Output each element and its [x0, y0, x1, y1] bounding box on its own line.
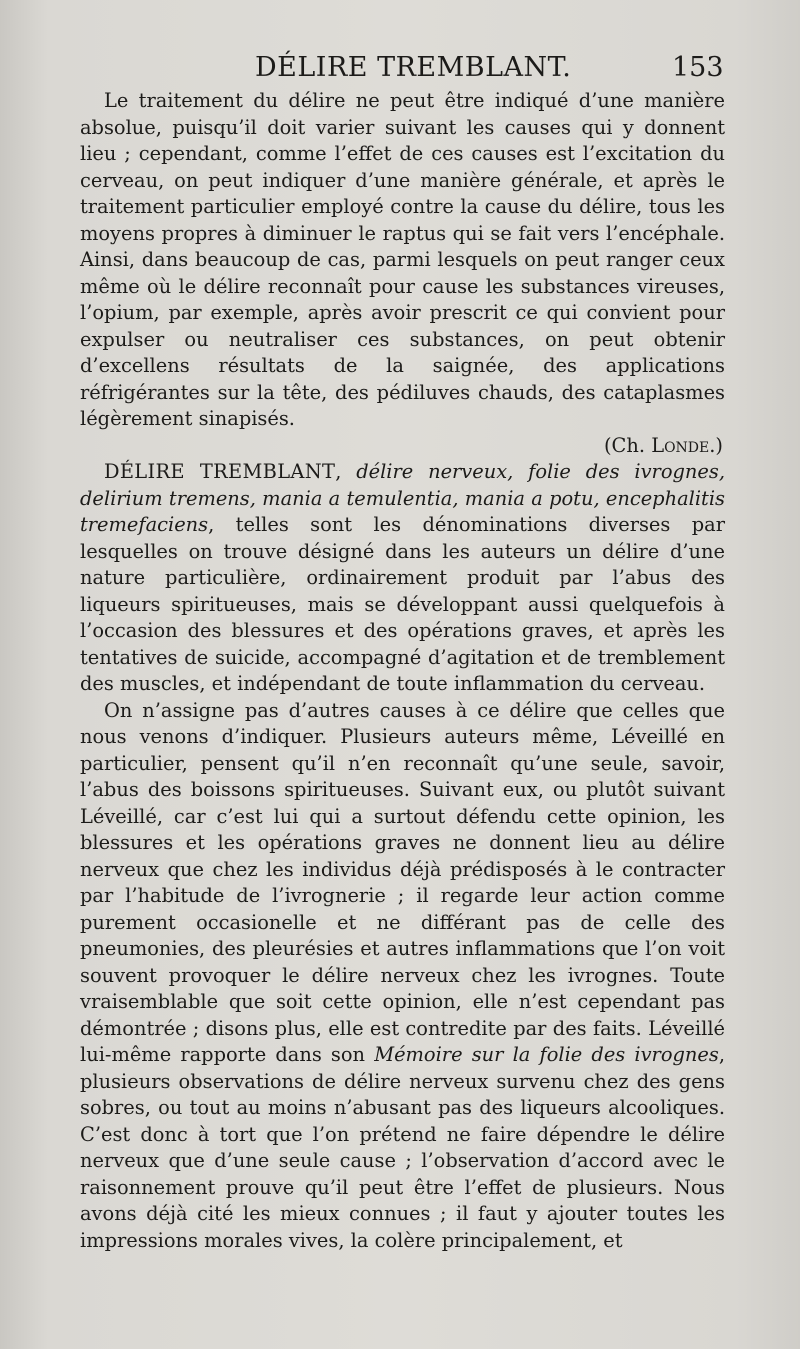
entry-paragraph [80, 459, 725, 698]
page-number: 153 [672, 52, 724, 83]
signature-name: Londe [651, 433, 710, 457]
entry-headword: DÉLIRE TREMBLANT [104, 460, 336, 483]
work-title: Mémoire sur la folie des ivrognes [374, 1043, 719, 1066]
entry-synonyms: délire nerveux, folie des ivrognes, delirium tremens, mania a temulentia, mania a potu, encephalitis tremefaciens [80, 460, 725, 536]
paragraph-causes [80, 698, 725, 1255]
author-signature [80, 433, 725, 460]
signature-prefix: (Ch. [603, 433, 652, 457]
running-head [0, 48, 800, 88]
entry-definition: , telles sont les dénominations diverses par lesquelles on trouve désigné dans les auteurs un délire d’une nature particulière, ordinairement produit par l’abus des liqueurs spiritueuses, mais se développant aussi quelquefois à l’occasion des blessures et des opérations graves, et après les tentatives de suicide, accompagné d’agitation et de tremblement des muscles, et indépendant de toute inflammation du cerveau. [80, 513, 725, 695]
running-head-title: DÉLIRE TREMBLANT. [255, 52, 572, 83]
causes-text-part2: , plusieurs observations de délire nerveux survenu chez des gens sobres, ou tout au moins n’abusant pas des liqueurs alcooliques. C’est donc à tort que l’on prétend ne faire dépendre le délire nerveux que d’une seule cause ; l’observation d’accord avec le raisonnement prouve qu’il peut être l’effet de plusieurs. Nous avons déjà cité les mieux connues ; il faut y ajouter toutes les impressions morales vives, la colère principalement, et [80, 1043, 726, 1252]
text-block [80, 88, 725, 1254]
paragraph-treatment: Le traitement du délire ne peut être indiqué d’une manière absolue, puisqu’il doit varier suivant les causes qui y donnent lieu ; cependant, comme l’effet de ces causes est l’excitation du cerveau, on peut indiquer d’une manière générale, et après le traitement particulier employé contre la cause du délire, tous les moyens propres à diminuer le raptus qui se fait vers l’encéphale. Ainsi, dans beaucoup de cas, parmi lesquels on peut ranger ceux même où le délire reconnaît pour cause les substances vireuses, l’opium, par exemple, après avoir prescrit ce qui convient pour expulser ou neutraliser ces substances, on peut obtenir d’excellens résultats de la saignée, des applications réfrigérantes sur la tête, des pédiluves chauds, des cataplasmes légèrement sinapisés. [80, 89, 725, 430]
signature-suffix: .) [709, 433, 723, 457]
causes-text-part1: On n’assigne pas d’autres causes à ce délire que celles que nous venons d’indiquer. Plusieurs auteurs même, Léveillé en particulier, pensent qu’il n’en reconnaît qu’une seule, savoir, l’abus des boissons spiritueuses. Suivant eux, ou plutôt suivant Léveillé, car c’est lui qui a surtout défendu cette opinion, les blessures et les opérations graves ne donnent lieu au délire nerveux que chez les individus déjà prédisposés à le contracter par l’habitude de l’ivrognerie ; il regarde leur action comme purement occasionelle et ne différant pas de celle des pneumonies, des pleurésies et autres inflammations que l’on voit souvent provoquer le délire nerveux chez les ivrognes. Toute vraisemblable que soit cette opinion, elle n’est cependant pas démontrée ; disons plus, elle est contredite par des faits. Léveillé lui-même rapporte dans son [80, 698, 725, 1066]
entry-headword-separator: , [335, 460, 357, 483]
